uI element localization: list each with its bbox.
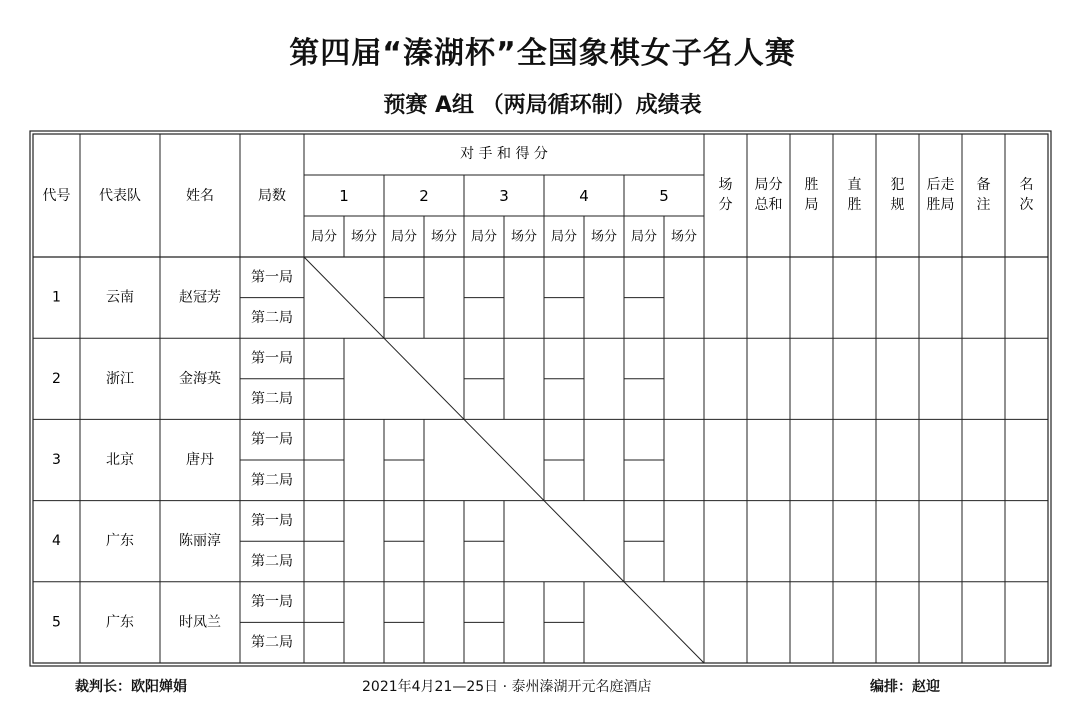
player-code: 3 bbox=[52, 452, 61, 468]
player-name: 陈丽淳 bbox=[179, 533, 221, 550]
header-right-column-line1: 局分 bbox=[754, 177, 783, 193]
game-label: 第二局 bbox=[251, 553, 293, 570]
game-label: 第一局 bbox=[251, 594, 293, 611]
player-team: 广东 bbox=[106, 533, 134, 550]
player-team: 广东 bbox=[106, 614, 134, 631]
header-rounds: 局数 bbox=[258, 188, 286, 204]
game-label: 第二局 bbox=[251, 391, 293, 408]
player-team: 北京 bbox=[106, 452, 134, 468]
player-name: 时凤兰 bbox=[179, 614, 221, 631]
header-right-column-line1: 直 bbox=[847, 177, 862, 193]
header-match-score: 场分 bbox=[430, 229, 458, 245]
player-code: 4 bbox=[52, 533, 61, 550]
game-label: 第一局 bbox=[251, 512, 293, 529]
opponent-number: 1 bbox=[339, 187, 349, 205]
header-game-score: 局分 bbox=[470, 229, 498, 245]
opponent-number: 4 bbox=[579, 187, 589, 205]
header-right-column-line1: 名 bbox=[1019, 177, 1034, 193]
header-game-score: 局分 bbox=[310, 229, 338, 245]
header-right-column-line1: 后走 bbox=[926, 177, 955, 193]
header-name: 姓名 bbox=[186, 188, 214, 204]
header-right-column-line2: 总和 bbox=[754, 197, 783, 213]
opponent-number: 5 bbox=[659, 187, 669, 205]
table-inner-border bbox=[33, 134, 1048, 663]
header-right-column-line1: 场 bbox=[718, 177, 733, 193]
header-match-score: 场分 bbox=[590, 229, 618, 245]
header-team: 代表队 bbox=[99, 188, 141, 204]
header-game-score: 局分 bbox=[630, 229, 658, 245]
header-game-score: 局分 bbox=[390, 229, 418, 245]
game-label: 第二局 bbox=[251, 309, 293, 326]
player-team: 云南 bbox=[106, 289, 134, 306]
header-right-column-line2: 注 bbox=[976, 197, 991, 213]
game-label: 第一局 bbox=[251, 269, 293, 286]
player-name: 赵冠芳 bbox=[179, 289, 221, 306]
game-label: 第二局 bbox=[251, 634, 293, 651]
player-name: 唐丹 bbox=[186, 452, 214, 468]
chief-referee: 裁判长：欧阳婵娟 bbox=[75, 679, 187, 695]
header-right-column-line2: 胜局 bbox=[926, 197, 955, 213]
header-right-column-line1: 犯 bbox=[890, 177, 905, 193]
header-game-score: 局分 bbox=[550, 229, 578, 245]
arranger: 编排：赵迎 bbox=[870, 679, 940, 695]
event-date-venue: 2021年4月21—25日 · 泰州溱湖开元名庭酒店 bbox=[362, 679, 652, 695]
header-match-score: 场分 bbox=[510, 229, 538, 245]
game-label: 第二局 bbox=[251, 472, 293, 489]
opponent-number: 2 bbox=[419, 187, 429, 205]
header-right-column-line2: 次 bbox=[1019, 197, 1034, 213]
player-code: 5 bbox=[52, 614, 61, 631]
header-right-column-line2: 规 bbox=[890, 197, 905, 213]
header-match-score: 场分 bbox=[670, 229, 698, 245]
page-subtitle: 预赛 A组 （两局循环制）成绩表 bbox=[383, 93, 702, 118]
header-right-column-line2: 分 bbox=[718, 197, 733, 213]
header-match-score: 场分 bbox=[350, 229, 378, 245]
player-code: 2 bbox=[52, 370, 61, 387]
opponent-number: 3 bbox=[499, 187, 509, 205]
header-opponents: 对 手 和 得 分 bbox=[460, 146, 548, 162]
header-code: 代号 bbox=[42, 188, 71, 204]
game-label: 第一局 bbox=[251, 431, 293, 448]
header-right-column-line2: 胜 bbox=[847, 197, 862, 213]
player-code: 1 bbox=[52, 289, 61, 306]
header-right-column-line2: 局 bbox=[804, 197, 819, 213]
header-right-column-line1: 胜 bbox=[804, 177, 819, 193]
game-label: 第一局 bbox=[251, 350, 293, 367]
page-title: 第四届“溱湖杯”全国象棋女子名人赛 bbox=[289, 36, 796, 71]
player-name: 金海英 bbox=[179, 370, 221, 387]
header-right-column-line1: 备 bbox=[976, 177, 991, 193]
player-team: 浙江 bbox=[106, 370, 134, 387]
